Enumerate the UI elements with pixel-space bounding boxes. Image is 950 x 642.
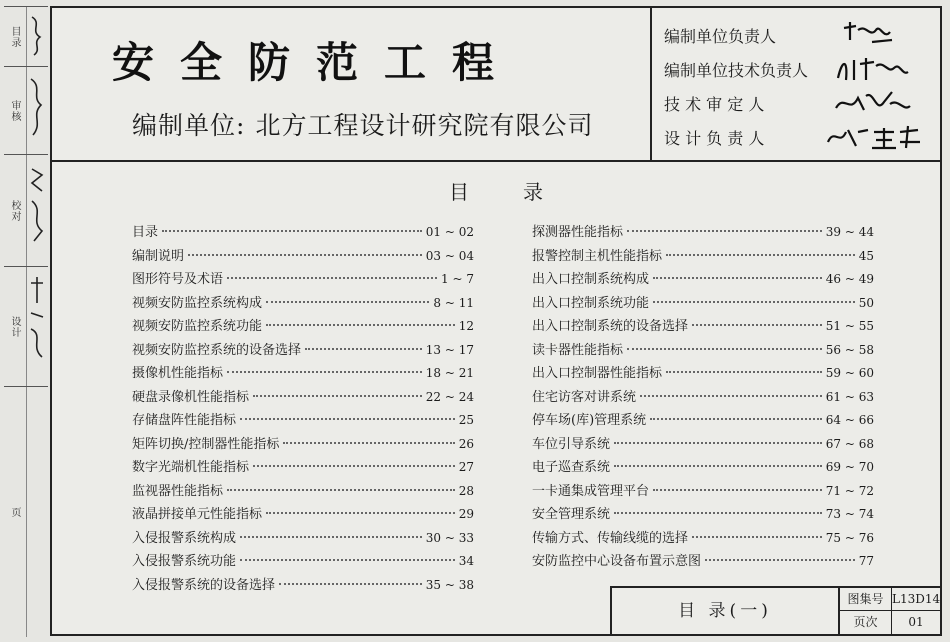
toc-entry-title: 硬盘录像机性能指标 — [132, 389, 250, 405]
toc-entry-page: 1 ~ 7 — [441, 272, 474, 286]
toc-entry-title: 入侵报警系统构成 — [132, 530, 237, 546]
toc-entry[interactable] — [532, 527, 874, 551]
dot-leader — [627, 230, 822, 232]
toc-entry[interactable] — [132, 527, 474, 551]
dot-leader — [253, 465, 455, 467]
toc-entry-title: 探测器性能指标 — [532, 225, 624, 240]
dot-leader — [705, 559, 855, 561]
dot-leader — [240, 559, 455, 561]
dot-leader — [666, 254, 855, 256]
dot-leader — [653, 277, 822, 279]
toc-entry-title: 出入口控制系统功能 — [532, 295, 650, 311]
dot-leader — [692, 536, 822, 538]
toc-entry-page: 67 ~ 68 — [825, 436, 874, 451]
toc-entry-title: 图形符号及术语 — [132, 272, 224, 287]
signature-mark — [814, 122, 934, 156]
toc-entry-page: 77 — [858, 554, 874, 568]
toc-entry-title: 液晶拼接单元性能指标 — [132, 507, 263, 522]
toc-entry-title: 电子巡查系统 — [532, 460, 611, 475]
dot-leader — [653, 489, 822, 491]
toc-entry-title: 读卡器性能指标 — [532, 342, 624, 358]
toc-entry[interactable] — [532, 456, 874, 480]
compiling-unit — [132, 106, 593, 142]
dot-leader — [640, 395, 822, 397]
toc-entry-page: 39 ~ 44 — [825, 225, 874, 239]
signoff-row — [664, 20, 934, 50]
signature-mark — [26, 267, 47, 387]
toc-entry-title: 传输方式、传输线缆的选择 — [532, 530, 689, 546]
signoff-block — [650, 8, 942, 160]
dot-leader — [614, 442, 822, 444]
dot-leader — [253, 395, 422, 397]
signoff-row — [664, 122, 934, 152]
dot-leader — [240, 418, 455, 420]
toc-entry-page: 64 ~ 66 — [825, 413, 874, 427]
sheet-frame — [50, 6, 942, 636]
toc-entry-page: 56 ~ 58 — [825, 342, 874, 357]
approval-strip — [4, 6, 48, 636]
toc-entry-title: 报警控制主机性能指标 — [532, 248, 663, 264]
dot-leader — [266, 512, 455, 514]
toc-heading-char: 目 — [449, 180, 469, 204]
toc-entry-title: 一卡通集成管理平台 — [532, 483, 650, 499]
toc-entry-page: 13 ~ 17 — [425, 342, 474, 357]
page-number-label: 页次 — [840, 611, 892, 634]
strip-label: 审核 — [9, 100, 20, 122]
toc-entry-page: 61 ~ 63 — [825, 389, 874, 404]
toc-entry-page: 03 ~ 04 — [425, 248, 474, 263]
toc-entry-title: 入侵报警系统功能 — [132, 554, 237, 569]
signoff-role: 技 术 审 定 人 — [664, 95, 765, 114]
toc-entry[interactable] — [532, 315, 874, 339]
toc-heading — [52, 176, 940, 205]
signature-mark — [814, 88, 924, 122]
toc-column-left — [132, 221, 474, 597]
strip-label: 设计 — [9, 316, 20, 338]
toc-heading-char: 录 — [523, 180, 543, 204]
sheet-name: 目 录(一) — [612, 588, 840, 634]
toc-entry-page: 18 ~ 21 — [425, 366, 474, 380]
dot-leader — [227, 277, 437, 279]
toc-entry[interactable] — [532, 433, 874, 457]
dot-leader — [188, 254, 422, 256]
dot-leader — [162, 230, 422, 232]
dot-leader — [279, 583, 422, 585]
signature-mark — [26, 155, 47, 267]
dot-leader — [227, 489, 455, 491]
toc-entry-title: 出入口控制系统的设备选择 — [532, 319, 689, 334]
toc-entry-title: 摄像机性能指标 — [132, 366, 224, 381]
toc-entry-title: 安防监控中心设备布置示意图 — [532, 554, 702, 569]
unit-value: 北方工程设计研究院有限公司 — [255, 111, 594, 140]
toc-entry[interactable] — [532, 245, 874, 269]
toc-entry[interactable] — [532, 503, 874, 527]
toc-entry-title: 监视器性能指标 — [132, 483, 224, 499]
toc-entry-page: 01 ~ 02 — [425, 225, 474, 239]
dot-leader — [666, 371, 822, 373]
toc-entry-page: 28 — [458, 483, 474, 498]
sheet-header — [52, 8, 940, 162]
toc-entry[interactable] — [132, 409, 474, 433]
dot-leader — [305, 348, 422, 350]
toc-entry[interactable] — [532, 268, 874, 292]
toc-entry[interactable] — [532, 480, 874, 504]
toc-entry-page: 22 ~ 24 — [425, 389, 474, 404]
strip-label: 目录 — [9, 26, 20, 48]
toc-entry-page: 59 ~ 60 — [825, 366, 874, 380]
toc-entry-page: 27 — [458, 460, 474, 474]
toc-entry-page: 50 — [858, 295, 874, 310]
signature-mark — [814, 20, 924, 52]
signoff-role: 编制单位负责人 — [664, 27, 777, 46]
page-number-value: 01 — [908, 615, 924, 629]
toc-entry-title: 出入口控制器性能指标 — [532, 366, 663, 381]
toc-entry-title: 视频安防监控系统构成 — [132, 295, 263, 311]
signoff-row — [664, 54, 934, 84]
toc-entry-page: 34 — [458, 554, 474, 568]
toc-entry-page: 46 ~ 49 — [825, 272, 874, 286]
toc-entry-page: 69 ~ 70 — [825, 460, 874, 474]
signature-mark — [26, 67, 47, 155]
toc-entry-page: 8 ~ 11 — [433, 295, 474, 310]
toc-entry-page: 45 — [858, 248, 874, 263]
toc-entry[interactable] — [132, 480, 474, 504]
toc-entry-page: 26 — [458, 436, 474, 451]
dot-leader — [653, 301, 855, 303]
dot-leader — [240, 536, 422, 538]
toc-entry-title: 编制说明 — [132, 248, 185, 264]
dot-leader — [614, 512, 822, 514]
dot-leader — [614, 465, 822, 467]
strip-cell-proofread — [4, 154, 48, 267]
toc-entry-title: 住宅访客对讲系统 — [532, 389, 637, 405]
toc-entry-title: 出入口控制系统构成 — [532, 272, 650, 287]
signoff-row — [664, 88, 934, 118]
title-block — [610, 586, 942, 636]
strip-cell-page — [4, 386, 48, 637]
dot-leader — [266, 301, 429, 303]
toc-entry-title: 矩阵切换/控制器性能指标 — [132, 436, 280, 452]
toc-entry-page: 25 — [458, 413, 474, 427]
toc-entry-title: 数字光端机性能指标 — [132, 460, 250, 475]
toc-entry[interactable] — [532, 221, 874, 245]
atlas-number-value: L13D14 — [892, 588, 940, 611]
toc-entry-page: 71 ~ 72 — [825, 483, 874, 498]
toc-entry[interactable] — [132, 456, 474, 480]
toc-entry[interactable] — [132, 268, 474, 292]
toc-entry[interactable] — [532, 362, 874, 386]
toc-entry-page: 51 ~ 55 — [825, 319, 874, 333]
dot-leader — [692, 324, 822, 326]
toc-entry[interactable] — [132, 315, 474, 339]
toc-entry-title: 车位引导系统 — [532, 436, 611, 452]
toc-entry[interactable] — [132, 362, 474, 386]
strip-label: 页 — [9, 506, 20, 518]
dot-leader — [266, 324, 455, 326]
toc-entry-title: 存储盘阵性能指标 — [132, 413, 237, 428]
toc-entry[interactable] — [132, 339, 474, 363]
toc-entry-title: 入侵报警系统的设备选择 — [132, 577, 276, 593]
dot-leader — [650, 418, 822, 420]
signoff-role: 设 计 负 责 人 — [664, 129, 765, 148]
toc-entry-page: 73 ~ 74 — [825, 507, 874, 521]
toc-entry[interactable] — [132, 386, 474, 410]
toc-entry[interactable] — [532, 339, 874, 363]
toc-entry[interactable] — [532, 386, 874, 410]
strip-label: 校对 — [9, 200, 20, 222]
toc-entry-title: 安全管理系统 — [532, 507, 611, 522]
toc-entry-title: 目录 — [132, 225, 159, 240]
toc-entry[interactable] — [532, 292, 874, 316]
toc-entry[interactable] — [132, 221, 474, 245]
toc-entry-page: 29 — [458, 507, 474, 521]
dot-leader — [627, 348, 822, 350]
dot-leader — [227, 371, 422, 373]
signoff-role: 编制单位技术负责人 — [664, 61, 809, 80]
toc-entry[interactable] — [532, 550, 874, 574]
strip-cell-catalog — [4, 6, 48, 67]
toc-column-right — [532, 221, 874, 574]
toc-entry-page: 75 ~ 76 — [825, 530, 874, 545]
toc-entry[interactable] — [132, 574, 474, 598]
toc-entry-page: 35 ~ 38 — [425, 577, 474, 592]
toc-entry[interactable] — [132, 550, 474, 574]
unit-label: 编制单位: — [132, 111, 246, 140]
toc-entry-title: 视频安防监控系统的设备选择 — [132, 342, 302, 358]
signature-mark — [26, 387, 47, 637]
atlas-title: 安全防范工程 — [112, 38, 521, 87]
toc-entry-page: 30 ~ 33 — [425, 530, 474, 545]
toc-entry[interactable] — [132, 503, 474, 527]
toc-entry[interactable] — [532, 409, 874, 433]
dot-leader — [283, 442, 454, 444]
toc-entry-page: 12 — [458, 319, 474, 333]
signature-mark — [26, 7, 47, 67]
toc-entry[interactable] — [132, 245, 474, 269]
atlas-number-label: 图集号 — [840, 588, 892, 611]
toc-entry-title: 停车场(库)管理系统 — [532, 413, 647, 428]
signature-mark — [814, 54, 924, 88]
strip-cell-review — [4, 66, 48, 155]
toc-entry-title: 视频安防监控系统功能 — [132, 319, 263, 334]
toc-entry[interactable] — [132, 292, 474, 316]
toc-entry[interactable] — [132, 433, 474, 457]
strip-cell-design — [4, 266, 48, 387]
